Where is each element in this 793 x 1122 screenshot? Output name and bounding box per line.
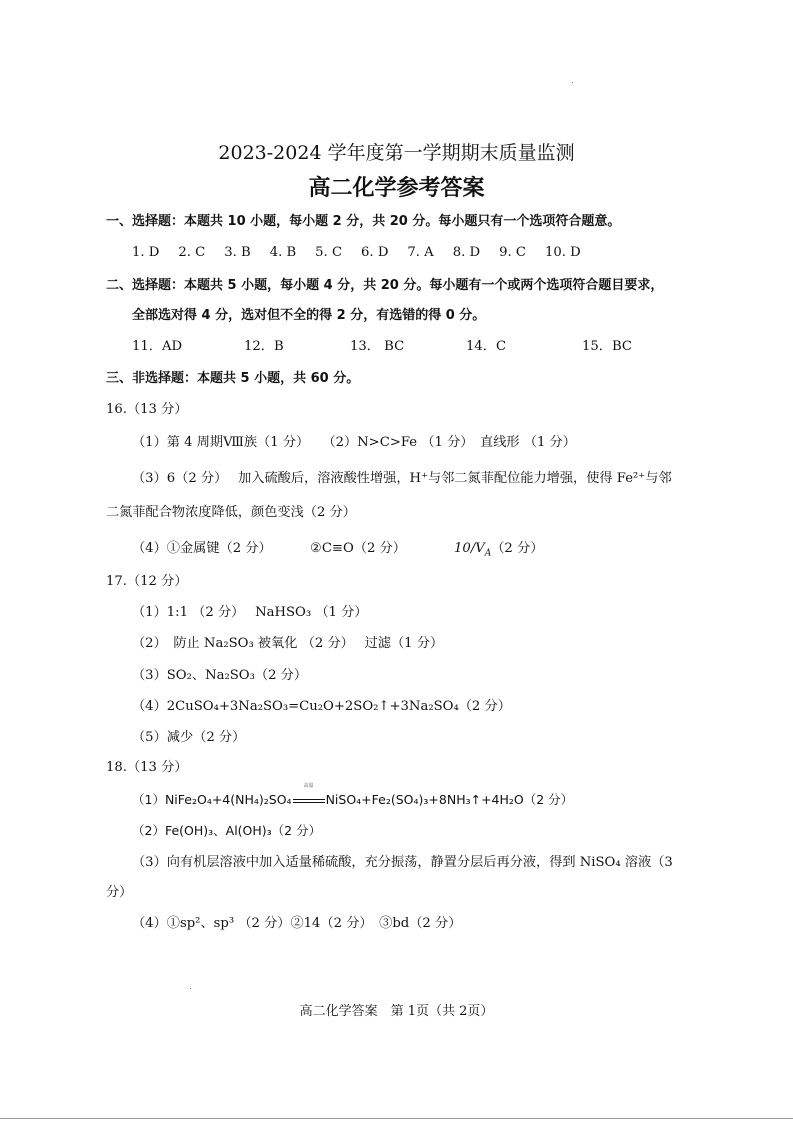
- q16-part3-cont: 二氮菲配合物浓度降低，颜色变浅（2 分）: [106, 505, 356, 520]
- reaction-condition-label: 高温: [303, 783, 314, 789]
- answer-8: 8. D: [452, 245, 481, 260]
- q17-number: 17.（12 分）: [106, 574, 188, 589]
- q16-part3: （3）6（2 分） 加入硫酸后，溶液酸性增强，H⁺与邻二氮菲配位能力增强，使得 Fe²⁺与邻: [132, 471, 672, 486]
- answer-15: 15．BC: [582, 339, 632, 354]
- q16-part4-c-sub: A: [484, 548, 492, 559]
- answer-1: 1. D: [132, 245, 160, 260]
- answer-12: 12．B: [244, 339, 284, 354]
- bottom-divider: [0, 1118, 793, 1119]
- answer-14: 14．C: [466, 339, 507, 354]
- answer-4: 4. B: [269, 245, 297, 260]
- section1-answers: [132, 243, 581, 263]
- q18-part4: （4）①sp²、sp³ （2 分）②14（2 分） ③bd（2 分）: [132, 916, 462, 931]
- q17-part1: （1）1:1 （2 分） NaHSO₃ （1 分）: [132, 605, 368, 620]
- q16-part4-d: （2 分）: [491, 541, 544, 556]
- section1-heading: 一、选择题：本题共 10 小题，每小题 2 分，共 20 分。每小题只有一个选项符合题意。: [106, 214, 621, 229]
- q17-part4: （4）2CuSO₄+3Na₂SO₃=Cu₂O+2SO₂↑+3Na₂SO₄（2 分）: [132, 699, 511, 714]
- answer-10: 10. D: [544, 245, 581, 260]
- q17-part2: （2） 防止 Na₂SO₃ 被氧化 （2 分） 过滤（1 分）: [132, 636, 444, 651]
- answer-6: 6. D: [361, 245, 389, 260]
- answer-5: 5. C: [315, 245, 343, 260]
- answer-3: 3. B: [224, 245, 251, 260]
- answer-2: 2. C: [178, 245, 206, 260]
- q16-part4-c: [454, 539, 543, 559]
- q16-part4-b: ②C≡O（2 分）: [310, 541, 406, 556]
- q17-part5: （5）减少（2 分）: [132, 730, 246, 745]
- answer-13: 13． BC: [350, 339, 405, 354]
- q16-number: 16.（13 分）: [106, 402, 188, 417]
- q18-part1: [132, 783, 574, 810]
- q16-part4-a: （4）①金属键（2 分）: [132, 541, 272, 556]
- q18-part2: （2）Fe(OH)₃、Al(OH)₃（2 分）: [132, 823, 322, 838]
- q18-part1-products: NiSO₄+Fe₂(SO₄)₃+8NH₃↑+4H₂O（2 分）: [325, 792, 574, 807]
- page-subtitle: 高二化学参考答案: [308, 176, 485, 201]
- page-footer: 高二化学答案 第 1页（共 2页）: [299, 1004, 494, 1019]
- reaction-condition: [292, 783, 326, 810]
- q16-part1: （1）第 4 周期Ⅷ族（1 分） （2）N>C>Fe （1 分） 直线形 （1 分）: [132, 435, 576, 450]
- q18-number: 18.（13 分）: [106, 760, 188, 775]
- q16-part4-c-value: 10/V: [454, 541, 485, 556]
- q18-part1-reactants: （1）NiFe₂O₄+4(NH₄)₂SO₄: [132, 792, 292, 807]
- answer-7: 7. A: [407, 245, 434, 260]
- q18-part3-cont: 分）: [106, 885, 133, 900]
- section2-heading-cont: 全部选对得 4 分，选对但不全的得 2 分，有选错的得 0 分。: [132, 308, 486, 323]
- section3-heading: 三、非选择题：本题共 5 小题，共 60 分。: [106, 371, 360, 386]
- equal-sign-icon: [293, 799, 325, 803]
- scan-speck: [572, 82, 573, 83]
- page-title: 2023-2024 学年度第一学期期末质量监测: [218, 142, 575, 164]
- scan-speck: [190, 988, 191, 989]
- q18-part3: （3）向有机层溶液中加入适量稀硫酸，充分振荡，静置分层后再分液，得到 NiSO₄ 溶液（3: [132, 855, 673, 870]
- section2-heading: 二、选择题：本题共 5 小题，每小题 4 分，共 20 分。每小题有一个或两个选项符合题目要求，: [106, 278, 664, 293]
- q17-part3: （3）SO₂、Na₂SO₃（2 分）: [132, 668, 308, 683]
- answer-9: 9. C: [499, 245, 526, 260]
- answer-11: 11．AD: [132, 339, 183, 354]
